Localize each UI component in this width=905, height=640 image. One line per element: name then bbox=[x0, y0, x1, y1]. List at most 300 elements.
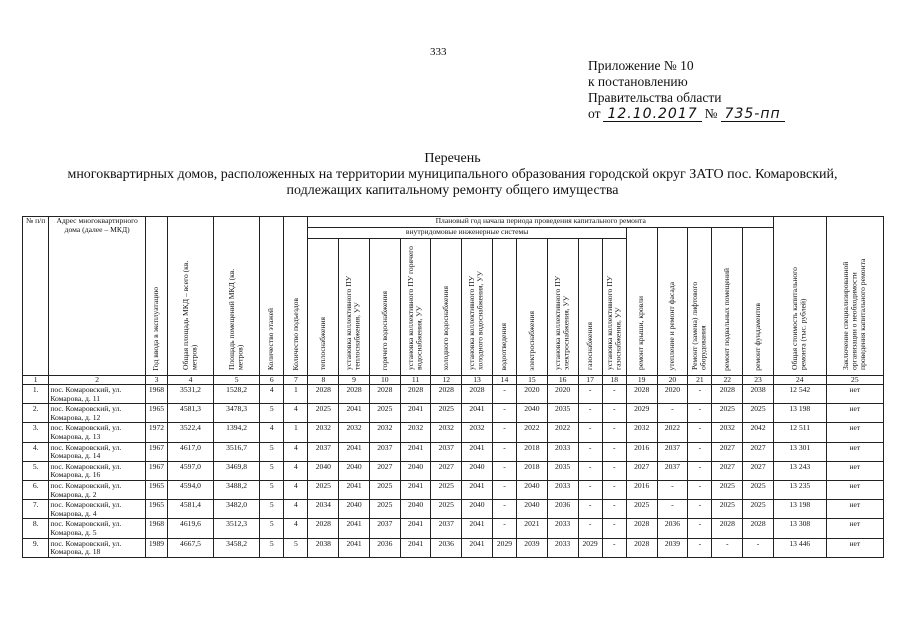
column-number: 9 bbox=[339, 376, 370, 385]
table-cell: 2033 bbox=[547, 538, 578, 557]
table-cell: 2037 bbox=[657, 461, 688, 480]
table-cell: 5 bbox=[260, 519, 284, 538]
table-cell: 2033 bbox=[547, 480, 578, 499]
date-prefix: от bbox=[588, 106, 601, 121]
table-cell: 2039 bbox=[517, 538, 548, 557]
header-engineering-systems: внутридомовые инженерные системы bbox=[308, 228, 626, 239]
table-cell: 2041 bbox=[400, 538, 431, 557]
table-cell: 2027 bbox=[626, 461, 657, 480]
table-cell: 2032 bbox=[431, 423, 462, 442]
table-cell: 2040 bbox=[517, 480, 548, 499]
table-cell: - bbox=[578, 500, 602, 519]
table-cell: 4581,3 bbox=[167, 404, 213, 423]
column-number: 6 bbox=[260, 376, 284, 385]
table-cell: 2035 bbox=[547, 461, 578, 480]
table-cell: 2025 bbox=[626, 500, 657, 519]
table-cell: 2039 bbox=[657, 538, 688, 557]
column-number: 3 bbox=[145, 376, 167, 385]
table-cell: - bbox=[712, 538, 743, 557]
table-cell: 2016 bbox=[626, 442, 657, 461]
table-cell: 4597,0 bbox=[167, 461, 213, 480]
table-cell: 2028 bbox=[626, 385, 657, 404]
table-row bbox=[23, 423, 884, 442]
table-cell: 3482,0 bbox=[214, 500, 260, 519]
handwritten-number: 735-пп bbox=[721, 107, 785, 122]
table-cell: 4 bbox=[284, 404, 308, 423]
header-system-7: водоотведения bbox=[492, 239, 516, 376]
table-cell: 13 235 bbox=[773, 480, 826, 499]
table-cell: - bbox=[492, 442, 516, 461]
table-cell: 4 bbox=[260, 423, 284, 442]
table-cell: 3478,3 bbox=[214, 404, 260, 423]
table-cell: - bbox=[602, 404, 626, 423]
address-cell: пос. Комаровский, ул. Комарова, д. 12 bbox=[49, 404, 146, 423]
table-cell: 2035 bbox=[547, 404, 578, 423]
appendix-line-2: к постановлению bbox=[588, 74, 688, 89]
address-cell: пос. Комаровский, ул. Комарова, д. 14 bbox=[49, 442, 146, 461]
table-cell: 5. bbox=[23, 461, 49, 480]
table-cell: - bbox=[602, 385, 626, 404]
column-number: 4 bbox=[167, 376, 213, 385]
table-cell: - bbox=[492, 500, 516, 519]
table-cell: - bbox=[657, 500, 688, 519]
table-cell: 2041 bbox=[339, 538, 370, 557]
appendix-line-3: Правительства области bbox=[588, 90, 722, 105]
table-cell: 2016 bbox=[626, 480, 657, 499]
table-cell: 4 bbox=[284, 500, 308, 519]
table-cell: 2032 bbox=[400, 423, 431, 442]
table-cell: 2025 bbox=[431, 500, 462, 519]
column-number: 18 bbox=[602, 376, 626, 385]
column-number: 24 bbox=[773, 376, 826, 385]
address-cell: пос. Комаровский, ул. Комарова, д. 16 bbox=[49, 461, 146, 480]
table-cell: 2027 bbox=[369, 461, 400, 480]
appendix-block bbox=[588, 58, 785, 122]
table-cell: - bbox=[578, 423, 602, 442]
table-cell: 1965 bbox=[145, 480, 167, 499]
table-cell: - bbox=[688, 480, 712, 499]
table-row bbox=[23, 442, 884, 461]
table-cell: 2033 bbox=[547, 519, 578, 538]
table-cell: 1989 bbox=[145, 538, 167, 557]
table-cell: - bbox=[688, 423, 712, 442]
column-number: 17 bbox=[578, 376, 602, 385]
table-row bbox=[23, 461, 884, 480]
table-cell: 13 243 bbox=[773, 461, 826, 480]
header-system-9: установка коллективного ПУ электроснабжения, УУ bbox=[547, 239, 578, 376]
table-cell: 2025 bbox=[743, 480, 774, 499]
table-cell: 2041 bbox=[462, 480, 493, 499]
table-cell: 2025 bbox=[308, 480, 339, 499]
table-cell: 13 198 bbox=[773, 404, 826, 423]
address-cell: пос. Комаровский, ул. Комарова, д. 18 bbox=[49, 538, 146, 557]
column-number: 25 bbox=[826, 376, 883, 385]
title-line-3: подлежащих капитальному ремонту общего имущества bbox=[286, 183, 619, 198]
column-number: 1 bbox=[23, 376, 49, 385]
column-number: 7 bbox=[284, 376, 308, 385]
table-cell: 2041 bbox=[400, 519, 431, 538]
table-cell: - bbox=[602, 461, 626, 480]
table-cell: 2041 bbox=[462, 404, 493, 423]
table-cell: - bbox=[492, 519, 516, 538]
table-cell: 3488,2 bbox=[214, 480, 260, 499]
table-cell: 12 511 bbox=[773, 423, 826, 442]
table-cell: 1968 bbox=[145, 519, 167, 538]
column-number: 19 bbox=[626, 376, 657, 385]
table-cell: 13 308 bbox=[773, 519, 826, 538]
table-cell: 2028 bbox=[743, 519, 774, 538]
table-cell: 2027 bbox=[431, 461, 462, 480]
table-cell: 1968 bbox=[145, 385, 167, 404]
header-system-4: установка коллективного ПУ горячего водоснабжения, УУ bbox=[400, 239, 431, 376]
header-premises-area: Площадь помещений МКД (кв. метров) bbox=[214, 217, 260, 376]
table-cell: 2038 bbox=[308, 538, 339, 557]
header-system-10: газоснабжения bbox=[578, 239, 602, 376]
header-cost: Общая стоимость капитального ремонта (тыс. рублей) bbox=[773, 217, 826, 376]
address-cell: пос. Комаровский, ул. Комарова, д. 11 bbox=[49, 385, 146, 404]
table-cell: - bbox=[602, 500, 626, 519]
table-cell: 2032 bbox=[712, 423, 743, 442]
header-facade: утепление и ремонт фасада bbox=[657, 228, 688, 376]
table-cell: 2025 bbox=[431, 404, 462, 423]
table-cell: 3458,2 bbox=[214, 538, 260, 557]
column-number: 10 bbox=[369, 376, 400, 385]
header-elevator: Ремонт (замена) лифтового оборудования bbox=[688, 228, 712, 376]
table-cell: - bbox=[688, 442, 712, 461]
table-cell: 2040 bbox=[400, 461, 431, 480]
table-cell: 4594,0 bbox=[167, 480, 213, 499]
table-cell: 2040 bbox=[339, 500, 370, 519]
table-cell: 2041 bbox=[400, 480, 431, 499]
table-cell: 3512,3 bbox=[214, 519, 260, 538]
header-floors: Количество этажей bbox=[260, 217, 284, 376]
header-total-area: Общая площадь МКД – всего (кв. метров) bbox=[167, 217, 213, 376]
column-number: 16 bbox=[547, 376, 578, 385]
header-system-11: установка коллективного ПУ газоснабжения, УУ bbox=[602, 239, 626, 376]
table-cell: 2041 bbox=[339, 442, 370, 461]
header-planned-year: Плановый год начала периода проведения капитального ремонта bbox=[308, 217, 773, 228]
table-cell: 1972 bbox=[145, 423, 167, 442]
table-cell: - bbox=[602, 480, 626, 499]
table-cell: 2040 bbox=[462, 500, 493, 519]
table-cell: 1 bbox=[284, 385, 308, 404]
table-cell: нет bbox=[826, 500, 883, 519]
table-cell: 2036 bbox=[657, 519, 688, 538]
table-cell: 4 bbox=[260, 385, 284, 404]
table-cell: нет bbox=[826, 480, 883, 499]
table-cell: 4 bbox=[284, 519, 308, 538]
header-system-3: горячего водоснабжения bbox=[369, 239, 400, 376]
header-system-2: установка коллективного ПУ теплоснабжения, УУ bbox=[339, 239, 370, 376]
table-cell: 2028 bbox=[431, 385, 462, 404]
table-cell: 2029 bbox=[626, 404, 657, 423]
table-cell: 2025 bbox=[712, 500, 743, 519]
table-cell: 4 bbox=[284, 480, 308, 499]
table-cell: - bbox=[688, 538, 712, 557]
table-cell: 2032 bbox=[626, 423, 657, 442]
table-cell: 2027 bbox=[743, 461, 774, 480]
table-cell: 4617,0 bbox=[167, 442, 213, 461]
table-cell: - bbox=[743, 538, 774, 557]
table-cell: 3469,8 bbox=[214, 461, 260, 480]
table-cell: 3516,7 bbox=[214, 442, 260, 461]
address-cell: пос. Комаровский, ул. Комарова, д. 4 bbox=[49, 500, 146, 519]
appendix-line-1: Приложение № 10 bbox=[588, 58, 694, 73]
table-cell: 2018 bbox=[517, 461, 548, 480]
header-basement: ремонт подвальных помещений bbox=[712, 228, 743, 376]
table-row bbox=[23, 480, 884, 499]
table-cell: 2040 bbox=[462, 461, 493, 480]
header-conclusion: Заключение специализированной организации о необходимости проведения капитального ремонта bbox=[826, 217, 883, 376]
table-cell: - bbox=[578, 404, 602, 423]
table-cell: 2025 bbox=[743, 500, 774, 519]
table-cell: 2022 bbox=[657, 423, 688, 442]
table-cell: 5 bbox=[260, 461, 284, 480]
houses-table bbox=[22, 216, 884, 558]
table-cell: 2041 bbox=[339, 519, 370, 538]
table-cell: 2028 bbox=[626, 519, 657, 538]
table-cell: 2041 bbox=[462, 442, 493, 461]
table-cell: 2021 bbox=[517, 519, 548, 538]
table-cell: 2038 bbox=[743, 385, 774, 404]
table-cell: - bbox=[657, 480, 688, 499]
table-cell: 2025 bbox=[369, 480, 400, 499]
table-cell: - bbox=[688, 404, 712, 423]
table-cell: - bbox=[492, 385, 516, 404]
column-number: 15 bbox=[517, 376, 548, 385]
table-cell: 2028 bbox=[400, 385, 431, 404]
table-cell: 2040 bbox=[308, 461, 339, 480]
table-cell: 2025 bbox=[712, 404, 743, 423]
table-cell: 2040 bbox=[517, 404, 548, 423]
table-cell: 2020 bbox=[657, 385, 688, 404]
table-cell: 4667,5 bbox=[167, 538, 213, 557]
table-cell: 2027 bbox=[712, 442, 743, 461]
table-cell: 5 bbox=[260, 442, 284, 461]
title-line-1: Перечень bbox=[424, 151, 481, 166]
table-cell: 2036 bbox=[369, 538, 400, 557]
table-cell: 6. bbox=[23, 480, 49, 499]
number-prefix: № bbox=[704, 106, 718, 121]
table-cell: 5 bbox=[284, 538, 308, 557]
header-entrances: Количество подъездов bbox=[284, 217, 308, 376]
table-row bbox=[23, 538, 884, 557]
table-cell: 1 bbox=[284, 423, 308, 442]
table-row bbox=[23, 500, 884, 519]
table-cell: 3531,2 bbox=[167, 385, 213, 404]
table-cell: 2037 bbox=[308, 442, 339, 461]
table-cell: 1528,2 bbox=[214, 385, 260, 404]
table-cell: - bbox=[602, 538, 626, 557]
table-cell: 2028 bbox=[626, 538, 657, 557]
table-cell: 2020 bbox=[547, 385, 578, 404]
table-cell: - bbox=[688, 385, 712, 404]
table-cell: 4 bbox=[284, 461, 308, 480]
table-cell: 2025 bbox=[431, 480, 462, 499]
table-cell: 1965 bbox=[145, 404, 167, 423]
table-cell: 2037 bbox=[657, 442, 688, 461]
handwritten-date: 12.10.2017 bbox=[603, 107, 701, 122]
table-cell: нет bbox=[826, 442, 883, 461]
table-cell: - bbox=[492, 423, 516, 442]
table-cell: 2041 bbox=[462, 519, 493, 538]
table-cell: 2041 bbox=[400, 404, 431, 423]
column-numbers-row bbox=[23, 376, 884, 385]
table-cell: 2041 bbox=[339, 404, 370, 423]
table-row bbox=[23, 404, 884, 423]
table-cell: - bbox=[602, 423, 626, 442]
table-cell: 2037 bbox=[369, 519, 400, 538]
table-cell: 2022 bbox=[547, 423, 578, 442]
table-cell: 2037 bbox=[431, 519, 462, 538]
table-cell: - bbox=[578, 385, 602, 404]
table-cell: 2025 bbox=[712, 480, 743, 499]
table-cell: нет bbox=[826, 385, 883, 404]
table-cell: - bbox=[578, 442, 602, 461]
table-cell: 2025 bbox=[369, 500, 400, 519]
header-roof: ремонт крыши, кровли bbox=[626, 228, 657, 376]
table-cell: нет bbox=[826, 404, 883, 423]
table-row bbox=[23, 519, 884, 538]
table-cell: 5 bbox=[260, 404, 284, 423]
header-system-6: установка коллективного ПУ холодного водоснабжения, УУ bbox=[462, 239, 493, 376]
table-cell: - bbox=[578, 519, 602, 538]
table-cell: - bbox=[688, 500, 712, 519]
header-system-5: холодного водоснабжения bbox=[431, 239, 462, 376]
table-cell: 2037 bbox=[369, 442, 400, 461]
table-cell: 2033 bbox=[547, 442, 578, 461]
table-cell: 2034 bbox=[308, 500, 339, 519]
column-number: 8 bbox=[308, 376, 339, 385]
table-cell: 1965 bbox=[145, 500, 167, 519]
column-number: 5 bbox=[214, 376, 260, 385]
table-cell: 1967 bbox=[145, 461, 167, 480]
table-cell: 2018 bbox=[517, 442, 548, 461]
table-cell: 2041 bbox=[462, 538, 493, 557]
table-cell: - bbox=[492, 461, 516, 480]
column-number: 11 bbox=[400, 376, 431, 385]
table-cell: 2041 bbox=[400, 442, 431, 461]
appendix-date-line bbox=[588, 106, 785, 122]
column-number: 2 bbox=[49, 376, 146, 385]
table-cell: 4. bbox=[23, 442, 49, 461]
table-cell: 2036 bbox=[431, 538, 462, 557]
table-cell: 2028 bbox=[369, 385, 400, 404]
table-cell: 2022 bbox=[517, 423, 548, 442]
header-address: Адрес многоквартирного дома (далее – МКД) bbox=[49, 217, 146, 376]
page-number: 333 bbox=[430, 46, 447, 58]
table-cell: 2028 bbox=[308, 519, 339, 538]
table-cell: 4581,4 bbox=[167, 500, 213, 519]
document-title bbox=[0, 151, 905, 199]
table-cell: 7. bbox=[23, 500, 49, 519]
table-cell: 2025 bbox=[369, 404, 400, 423]
column-number: 22 bbox=[712, 376, 743, 385]
table-row bbox=[23, 385, 884, 404]
table-cell: 2040 bbox=[339, 461, 370, 480]
table-cell: - bbox=[602, 442, 626, 461]
table-cell: 2029 bbox=[578, 538, 602, 557]
table-cell: 2028 bbox=[712, 519, 743, 538]
header-system-1: теплоснабжения bbox=[308, 239, 339, 376]
table-cell: - bbox=[492, 404, 516, 423]
column-number: 13 bbox=[462, 376, 493, 385]
table-cell: 13 446 bbox=[773, 538, 826, 557]
table-cell: 2029 bbox=[492, 538, 516, 557]
table-cell: 13 301 bbox=[773, 442, 826, 461]
column-number: 21 bbox=[688, 376, 712, 385]
table-cell: 1394,2 bbox=[214, 423, 260, 442]
column-number: 14 bbox=[492, 376, 516, 385]
table-cell: 2040 bbox=[517, 500, 548, 519]
table-cell: - bbox=[688, 519, 712, 538]
table-cell: 2028 bbox=[339, 385, 370, 404]
table-cell: 4 bbox=[284, 442, 308, 461]
table-cell: 2042 bbox=[743, 423, 774, 442]
table-cell: 2036 bbox=[547, 500, 578, 519]
table-cell: 4619,6 bbox=[167, 519, 213, 538]
header-foundation: ремонт фундаментов bbox=[743, 228, 774, 376]
table-cell: - bbox=[578, 480, 602, 499]
title-line-2: многоквартирных домов, расположенных на территории муниципального образования городской округ ЗАТО пос. Комаровский, bbox=[67, 167, 838, 182]
address-cell: пос. Комаровский, ул. Комарова, д. 2 bbox=[49, 480, 146, 499]
table-cell: - bbox=[657, 404, 688, 423]
table-cell: 2028 bbox=[712, 385, 743, 404]
table-cell: 2. bbox=[23, 404, 49, 423]
table-cell: нет bbox=[826, 538, 883, 557]
table-cell: 3522,4 bbox=[167, 423, 213, 442]
header-system-8: электроснабжения bbox=[517, 239, 548, 376]
table-cell: 2028 bbox=[462, 385, 493, 404]
table-cell: - bbox=[602, 519, 626, 538]
table-cell: 2028 bbox=[308, 385, 339, 404]
table-cell: 2027 bbox=[743, 442, 774, 461]
table-cell: 2032 bbox=[369, 423, 400, 442]
table-cell: 2025 bbox=[743, 404, 774, 423]
column-number: 23 bbox=[743, 376, 774, 385]
table-cell: 2025 bbox=[308, 404, 339, 423]
table-cell: 3. bbox=[23, 423, 49, 442]
table-cell: 2032 bbox=[462, 423, 493, 442]
table-cell: - bbox=[578, 461, 602, 480]
table-cell: нет bbox=[826, 423, 883, 442]
address-cell: пос. Комаровский, ул. Комарова, д. 5 bbox=[49, 519, 146, 538]
table-cell: 1967 bbox=[145, 442, 167, 461]
table-cell: 2032 bbox=[339, 423, 370, 442]
table-cell: 5 bbox=[260, 538, 284, 557]
table-cell: нет bbox=[826, 519, 883, 538]
table-cell: 2032 bbox=[308, 423, 339, 442]
table-cell: 8. bbox=[23, 519, 49, 538]
table-cell: 13 198 bbox=[773, 500, 826, 519]
table-cell: - bbox=[492, 480, 516, 499]
address-cell: пос. Комаровский, ул. Комарова, д. 13 bbox=[49, 423, 146, 442]
column-number: 20 bbox=[657, 376, 688, 385]
table-cell: нет bbox=[826, 461, 883, 480]
header-no: № п/п bbox=[23, 217, 49, 376]
table-cell: 2041 bbox=[339, 480, 370, 499]
column-number: 12 bbox=[431, 376, 462, 385]
table-cell: 2027 bbox=[712, 461, 743, 480]
table-cell: - bbox=[688, 461, 712, 480]
table-cell: 2037 bbox=[431, 442, 462, 461]
table-cell: 2040 bbox=[400, 500, 431, 519]
table-cell: 2020 bbox=[517, 385, 548, 404]
table-cell: 12 542 bbox=[773, 385, 826, 404]
table-cell: 9. bbox=[23, 538, 49, 557]
table-cell: 1. bbox=[23, 385, 49, 404]
table-cell: 5 bbox=[260, 480, 284, 499]
